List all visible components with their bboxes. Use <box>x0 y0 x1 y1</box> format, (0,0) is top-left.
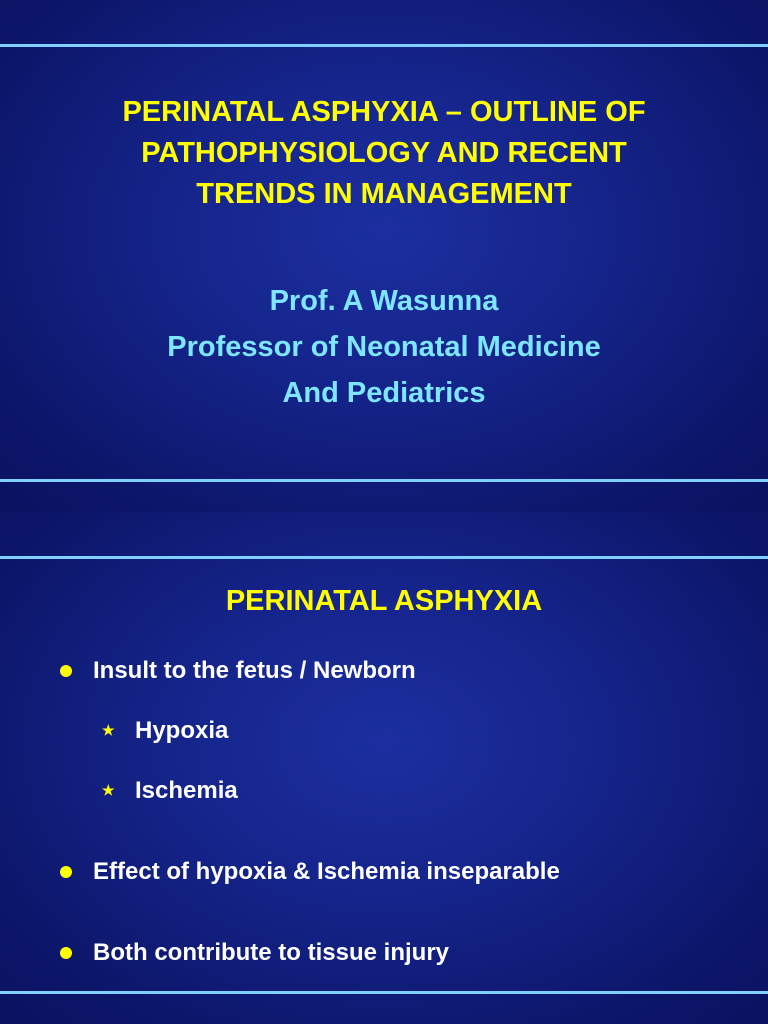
slide-title: PERINATAL ASPHYXIA <box>225 585 543 617</box>
author-block <box>0 278 768 416</box>
title-line-3: TRENDS IN MANAGEMENT <box>196 178 572 210</box>
author-department: And Pediatrics <box>282 377 486 409</box>
bottom-rule <box>0 991 768 994</box>
yellow-dot-icon <box>60 866 72 878</box>
title-line-2: PATHOPHYSIOLOGY AND RECENT <box>141 137 627 169</box>
yellow-dot-icon <box>60 947 72 959</box>
content-slide <box>0 512 768 1024</box>
yellow-star-icon: ★ <box>102 722 115 738</box>
bullet-text: Effect of hypoxia & Ischemia inseparable <box>93 858 560 885</box>
slide-title <box>0 92 768 215</box>
title-line-1: PERINATAL ASPHYXIA – OUTLINE OF <box>122 96 646 128</box>
top-rule <box>0 556 768 559</box>
bullet-text: Both contribute to tissue injury <box>93 939 450 966</box>
sub-bullet-text: Hypoxia <box>135 717 229 744</box>
top-rule <box>0 44 768 47</box>
author-name: Prof. A Wasunna <box>269 285 499 317</box>
bottom-rule <box>0 479 768 482</box>
bullet-text: Insult to the fetus / Newborn <box>93 657 416 684</box>
yellow-star-icon: ★ <box>102 782 115 798</box>
sub-bullet-text: Ischemia <box>135 777 238 804</box>
yellow-dot-icon <box>60 665 72 677</box>
author-position: Professor of Neonatal Medicine <box>167 331 601 363</box>
